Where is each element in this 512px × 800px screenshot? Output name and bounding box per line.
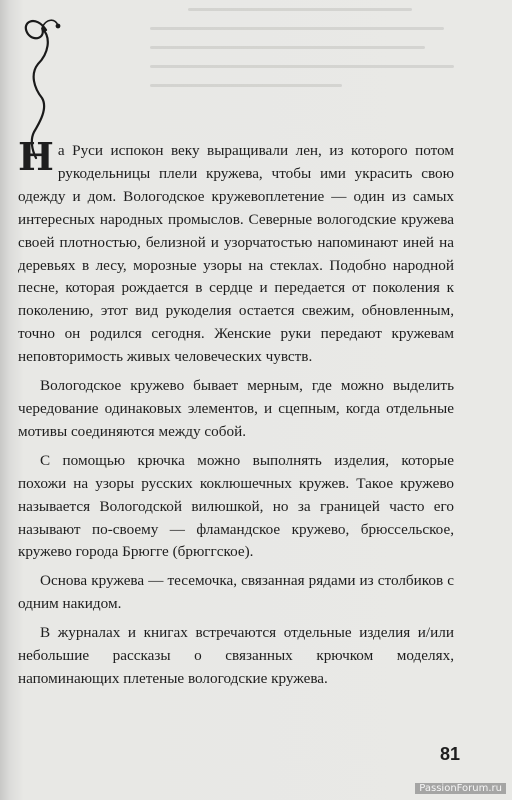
watermark: PassionForum.ru xyxy=(415,783,506,794)
show-through-text xyxy=(150,8,470,118)
paragraph-text: а Руси испокон веку выращивали лен, из которого потом рукодельницы плели кружева, чтобы ими украсить свою одежду и дом. Вологодское кружевоплетение — один из самых интересных народных промыслов. Северные вологодские кружева своей плотностью, белизной и узорчатостью напоминают иней на деревьях в лесу, морозные узоры на стеклах. Подобно народной песне, которая рождается в сердце и передается от поколения к поколению, этот вид рукоделия остается свежим, обновленным, точно он родился сегодня. Женские руки передают кружевам неповторимость живых человеческих чувств. xyxy=(18,142,454,366)
paragraph: Вологодское кружево бывает мерным, где можно выделить чередование одинаковых элементов, и сцепным, когда отдельные мотивы соединяются между собой. xyxy=(18,377,454,440)
page-number: 81 xyxy=(439,744,460,764)
drop-cap: Н xyxy=(18,134,54,179)
article-text xyxy=(18,134,454,697)
paragraph xyxy=(18,134,454,369)
paragraph: С помощью крючка можно выполнять изделия, которые похожи на узоры русских коклюшечных кружев. Такое кружево называется Вологодской вилюшкой, но за границей часто его называют по-своему — фламандское кружево, брюссельское, кружево города Брюгге (брюггское). xyxy=(18,451,454,561)
paragraph: В журналах и книгах встречаются отдельные изделия и/или небольшие рассказы о связанных крючком моделях, напоминающих плетеные вологодские кружева. xyxy=(18,624,454,687)
paragraph: Основа кружева — тесемочка, связанная рядами из столбиков с одним накидом. xyxy=(18,572,454,613)
